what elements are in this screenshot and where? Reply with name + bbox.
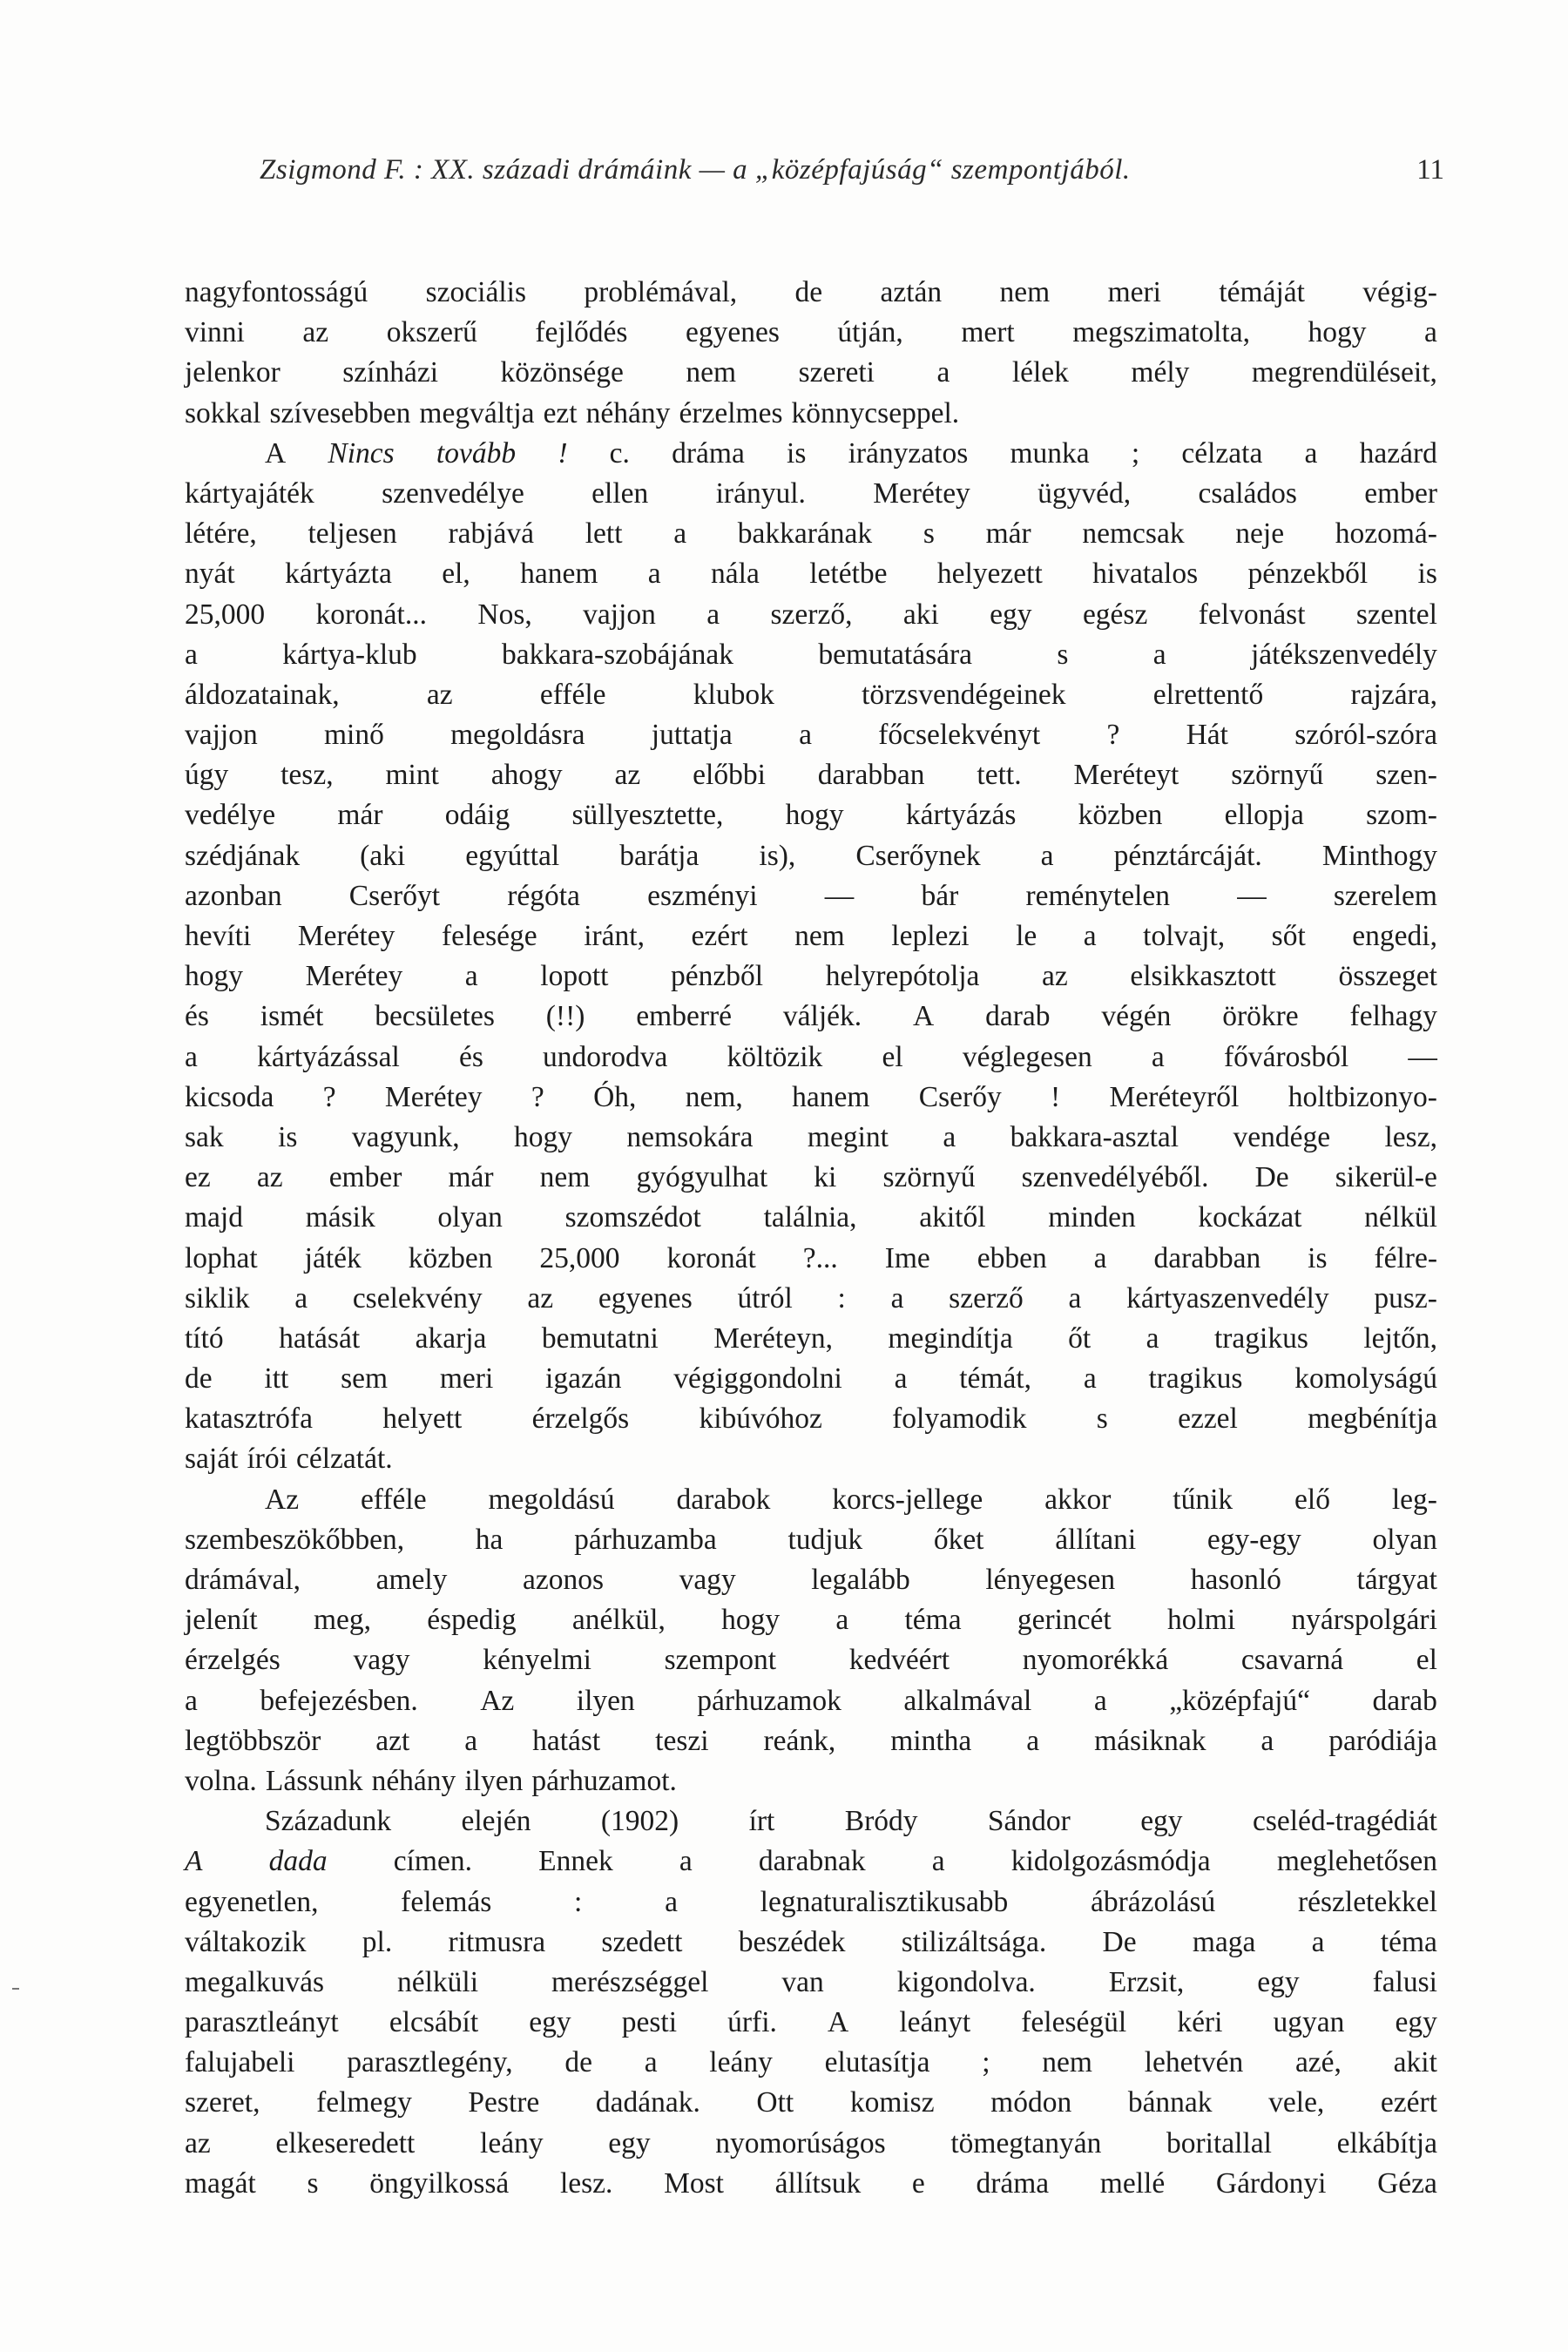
body-text	[185, 273, 1437, 2204]
text-line: siklik a cselekvény az egyenes útról : a szerző a kártyaszenvedély pusz-	[185, 1281, 1437, 1315]
text-line: drámával, amely azonos vagy legalább lényegesen hasonló tárgyat	[185, 1564, 1437, 1596]
text-line: falujabeli parasztlegény, de a leány elutasítja ; nem lehetvén azé, akit	[185, 2046, 1437, 2079]
text-line: a kártya-klub bakkara-szobájának bemutatására s a játékszenvedély	[185, 638, 1437, 671]
text-line: katasztrófa helyett érzelgős kibúvóhoz folyamodik s ezzel megbénítja	[185, 1402, 1437, 1436]
text-line: A Nincs tovább ! c. dráma is irányzatos munka ; célzata a hazárd	[265, 436, 1437, 470]
page-number: 11	[1416, 154, 1444, 186]
running-title: Zsigmond F. : XX. századi drámáink — a „középfajúság“ szempontjából.	[260, 154, 1131, 186]
text-line: nyát kártyázta el, hanem a nála letétbe helyezett hivatalos pénzekből is	[185, 558, 1437, 591]
text-line: tító hatását akarja bemutatni Meréteyn, megindítja őt a tragikus lejtőn,	[185, 1321, 1437, 1355]
text-line: parasztleányt elcsábít egy pesti úrfi. A leányt feleségül kéri ugyan egy	[185, 2006, 1437, 2039]
text-line: és ismét becsületes (!!) emberré váljék. A darab végén örökre felhagy	[185, 1000, 1437, 1033]
text-line: nagyfontosságú szociális problémával, de aztán nem meri témáját végig-	[185, 276, 1437, 308]
text-line: kicsoda ? Merétey ? Óh, nem, hanem Cserőy ! Meréteyről holtbizonyo-	[185, 1080, 1437, 1113]
text-line: a befejezésben. Az ilyen párhuzamok alkalmával a „középfajú“ darab	[185, 1684, 1437, 1717]
text-line: sokkal szívesebben megváltja ezt néhány érzelmes könnycseppel.	[185, 396, 960, 429]
text-line: ez az ember már nem gyógyulhat ki szörnyű szenvedélyéből. De sikerül-e	[185, 1161, 1437, 1194]
text-line: vajjon minő megoldásra juttatja a főcselekvényt ? Hát szóról-szóra	[185, 719, 1437, 752]
text-line: lophat játék közben 25,000 koronát ?... Ime ebben a darabban is félre-	[185, 1241, 1437, 1274]
text-line: sak is vagyunk, hogy nemsokára megint a bakkara-asztal vendége lesz,	[185, 1120, 1437, 1153]
text-line: létére, teljesen rabjává lett a bakkarának s már nemcsak neje hozomá-	[185, 517, 1437, 551]
text-line: a kártyázással és undorodva költözik el véglegesen a fővárosból —	[185, 1040, 1437, 1073]
margin-mark	[12, 1988, 19, 1990]
text-line: volna. Lássunk néhány ilyen párhuzamot.	[185, 1764, 677, 1797]
text-line: érzelgés vagy kényelmi szempont kedvéért nyomorékká csavarná el	[185, 1644, 1437, 1677]
text-line: Századunk elején (1902) írt Bródy Sándor egy cseléd-tragédiát	[265, 1805, 1437, 1838]
text-line: jelenkor színházi közönsége nem szereti a lélek mély megrendüléseit,	[185, 356, 1437, 389]
text-line: legtöbbször azt a hatást teszi reánk, mintha a másiknak a paródiája	[185, 1724, 1437, 1757]
text-line: magát s öngyilkossá lesz. Most állítsuk e dráma mellé Gárdonyi Géza	[185, 2166, 1437, 2200]
text-line: A dada címen. Ennek a darabnak a kidolgozásmódja meglehetősen	[185, 1845, 1437, 1878]
text-line: szembeszökőbben, ha párhuzamba tudjuk őket állítani egy-egy olyan	[185, 1523, 1437, 1556]
text-line: az elkeseredett leány egy nyomorúságos tömegtanyán boritallal elkábítja	[185, 2126, 1437, 2159]
text-line: de itt sem meri igazán végiggondolni a témát, a tragikus komolyságú	[185, 1362, 1437, 1396]
text-line: hogy Merétey a lopott pénzből helyrepótolja az elsikkasztott összeget	[185, 960, 1437, 993]
text-line: saját írói célzatát.	[185, 1443, 393, 1476]
text-line: 25,000 koronát... Nos, vajjon a szerző, aki egy egész felvonást szentel	[185, 598, 1437, 631]
text-line: áldozatainak, az efféle klubok törzsvendégeinek elrettentő rajzára,	[185, 678, 1437, 711]
text-line: jelenít meg, éspedig anélkül, hogy a téma gerincét holmi nyárspolgári	[185, 1604, 1437, 1637]
text-line: vinni az okszerű fejlődés egyenes útján, mert megszimatolta, hogy a	[185, 316, 1437, 349]
text-line: Az efféle megoldású darabok korcs-jellege akkor tűnik elő leg-	[265, 1483, 1437, 1516]
text-line: megalkuvás nélküli merészséggel van kigondolva. Erzsit, egy falusi	[185, 1965, 1437, 1998]
text-line: szeret, felmegy Pestre dadának. Ott komisz módon bánnak vele, ezért	[185, 2086, 1437, 2119]
text-line: hevíti Merétey felesége iránt, ezért nem leplezi le a tolvajt, sőt engedi,	[185, 920, 1437, 952]
text-line: úgy tesz, mint ahogy az előbbi darabban tett. Meréteyt szörnyű szen-	[185, 759, 1437, 792]
text-line: azonban Cserőyt régóta eszményi — bár reménytelen — szerelem	[185, 879, 1437, 912]
text-line: majd másik olyan szomszédot találnia, akitől minden kockázat nélkül	[185, 1201, 1437, 1234]
text-line: váltakozik pl. ritmusra szedett beszédek stilizáltsága. De maga a téma	[185, 1925, 1437, 1958]
running-header	[260, 148, 1444, 192]
text-line: vedélye már odáig süllyesztette, hogy kártyázás közben ellopja szom-	[185, 799, 1437, 832]
text-line: egyenetlen, felemás : a legnaturalisztikusabb ábrázolású részletekkel	[185, 1885, 1437, 1918]
text-line: szédjának (aki egyúttal barátja is), Cserőynek a pénztárcáját. Minthogy	[185, 839, 1437, 872]
text-line: kártyajáték szenvedélye ellen irányul. Merétey ügyvéd, családos ember	[185, 476, 1437, 510]
